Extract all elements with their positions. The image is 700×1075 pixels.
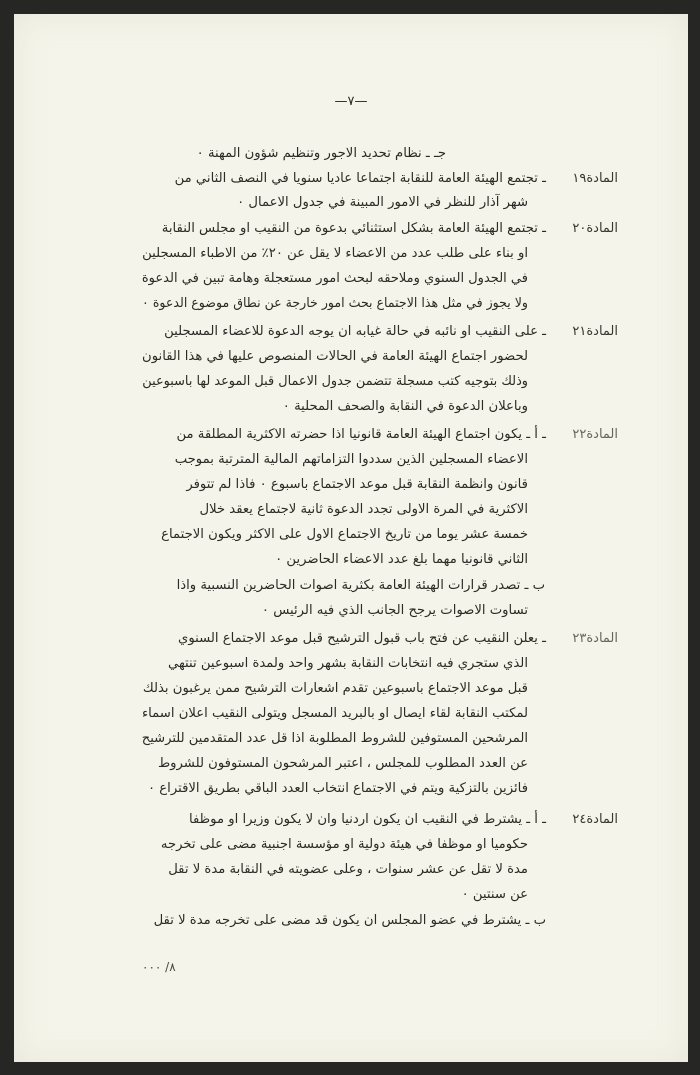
article-22-line-8: تساوت الاصوات يرجح الجانب الذي فيه الرئيس ٠ [261, 603, 528, 618]
document-body [14, 14, 688, 1062]
article-20-line-3: في الجدول السنوي وملاحقه لبحث امور مستعجلة وهامة تبين في الدعوة [141, 271, 528, 286]
article-21-line-3: وذلك بتوجيه كتب مسجلة تتضمن جدول الاعمال قبل الموعد لها باسبوعين [142, 374, 529, 389]
article-20-line-4: ولا يجوز في مثل هذا الاجتماع بحث امور خارجة عن نطاق موضوع الدعوة ٠ [142, 296, 528, 311]
article-20-line-1: ـ تجتمع الهيئة العامة بشكل استثنائي بدعوة من النقيب او مجلس النقابة [161, 221, 546, 236]
article-22-line-3: قانون وانظمة النقابة قبل موعد الاجتماع باسبوع ٠ فاذا لم تتوفر [186, 477, 528, 492]
article-24-line-1: ـ أ ـ يشترط في النقيب ان يكون اردنيا وان لا يكون وزيرا او موظفا [188, 812, 546, 827]
article-21-line-4: وباعلان الدعوة في النقابة والصحف المحلية ٠ [282, 399, 528, 414]
article-23-line-2: الذي ستجري فيه انتخابات النقابة بشهر واحد ولمدة اسبوعين تنتهي [167, 656, 528, 671]
article-23-line-1: ـ يعلن النقيب عن فتح باب قبول الترشيح قبل موعد الاجتماع السنوي [178, 631, 546, 646]
article-23-line-5: المرشحين المستوفين للشروط المطلوبة اذا قل عدد المتقدمين للترشيح [141, 731, 528, 746]
article-24-line-3: مدة لا تقل عن عشر سنوات ، وعلى عضويته في النقابة مدة لا تقل [168, 862, 528, 877]
article-22-line-1: ـ أ ـ يكون اجتماع الهيئة العامة قانونيا اذا حضرته الاكثرية المطلقة من [176, 427, 546, 442]
article-19-line-1: ـ تجتمع الهيئة العامة للنقابة اجتماعا عاديا سنويا في النصف الثاني من [174, 171, 546, 186]
intro-line: جـ ـ نظام تحديد الاجور وتنظيم شؤون المهنة ٠ [196, 146, 446, 161]
article-22-line-4: الاكثرية في المرة الاولى تجدد الدعوة ثانية لاجتماع يعقد خلال [199, 502, 528, 517]
article-22-line-6: الثاني قانونيا مهما بلغ عدد الاعضاء الحاضرين ٠ [275, 552, 528, 567]
article-19-line-2: شهر آذار للنظر في الامور المبينة في جدول الاعمال ٠ [237, 195, 528, 210]
article-23-line-7: فائزين بالتزكية ويتم في الاجتماع انتخاب العدد الباقي بطريق الاقتراع ٠ [148, 781, 528, 796]
page-number: —٧— [334, 94, 368, 109]
article-24-line-4: عن سنتين ٠ [461, 887, 528, 902]
article-24-line-2: حكوميا او موظفا في هيئة دولية او مؤسسة اجنبية مضى على تخرجه [160, 837, 528, 852]
article-24-label: المادة٢٤ [572, 812, 618, 827]
article-21-line-1: ـ على النقيب او نائبه في حالة غيابه ان يوجه الدعوة للاعضاء المسجلين [164, 324, 546, 339]
continuation-marker: ٨/ ٠٠٠ [142, 960, 176, 974]
document-page [14, 14, 688, 1062]
article-21-line-2: لحضور اجتماع الهيئة العامة في الحالات المنصوص عليها في هذا القانون [142, 349, 528, 364]
article-22-label: المادة٢٢ [572, 427, 618, 442]
article-23-line-6: عن العدد المطلوب للمجلس ، اعتبر المرشحون المستوفون للشروط [157, 756, 528, 771]
article-22-line-5: خمسة عشر يوما من تاريخ الاجتماع الاول على الاكثر ويكون الاجتماع [161, 527, 528, 542]
article-20-label: المادة٢٠ [572, 221, 618, 236]
article-22-line-2: الاعضاء المسجلين الذين سددوا التزاماتهم المالية المترتبة بموجب [174, 452, 528, 467]
article-24-line-5: ب ـ يشترط في عضو المجلس ان يكون قد مضى على تخرجه مدة لا تقل [153, 913, 546, 928]
article-19-label: المادة١٩ [572, 171, 618, 186]
article-23-label: المادة٢٣ [572, 631, 618, 646]
article-21-label: المادة٢١ [572, 324, 618, 339]
article-22-line-7: ب ـ تصدر قرارات الهيئة العامة بكثرية اصوات الحاضرين النسبية واذا [176, 578, 545, 593]
article-20-line-2: او بناء على طلب عدد من الاعضاء لا يقل عن ٢٠٪ من الاطباء المسجلين [142, 246, 528, 261]
article-23-line-4: لمكتب النقابة لقاء ايصال او بالبريد المسجل ويتولى النقيب اعلان اسماء [141, 706, 528, 721]
article-23-line-3: قبل موعد الاجتماع باسبوعين تقدم اشعارات الترشيح ممن يرغبون بذلك [142, 681, 528, 696]
